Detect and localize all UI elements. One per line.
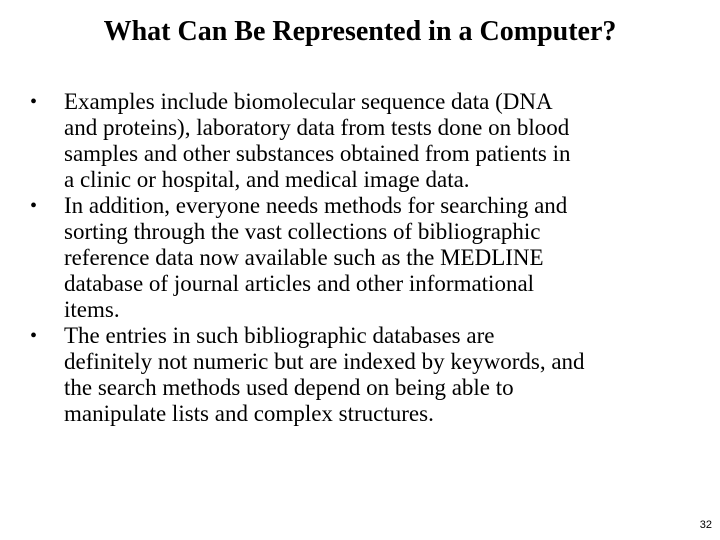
bullet-dot-icon: • [30, 325, 38, 347]
bullet-item [28, 323, 693, 427]
bullet-text: In addition, everyone needs methods for searching and sorting through the vast collections of bibliographic reference data now available such as the MEDLINE database of journal articles and other informational items. [64, 193, 568, 322]
bullet-text: The entries in such bibliographic databases are definitely not numeric but are indexed by keywords, and the search methods used depend on being able to manipulate lists and complex structures. [64, 323, 585, 426]
bullet-text: Examples include biomolecular sequence data (DNA and proteins), laboratory data from tests done on blood samples and other substances obtained from patients in a clinic or hospital, and medical image data. [64, 89, 571, 192]
bullet-dot-icon: • [30, 195, 38, 217]
bullet-list [28, 89, 693, 427]
slide-number: 32 [699, 519, 712, 531]
bullet-item [28, 89, 693, 193]
slide-title: What Can Be Represented in a Computer? [103, 16, 617, 47]
bullet-dot-icon: • [30, 91, 38, 113]
bullet-item [28, 193, 693, 323]
